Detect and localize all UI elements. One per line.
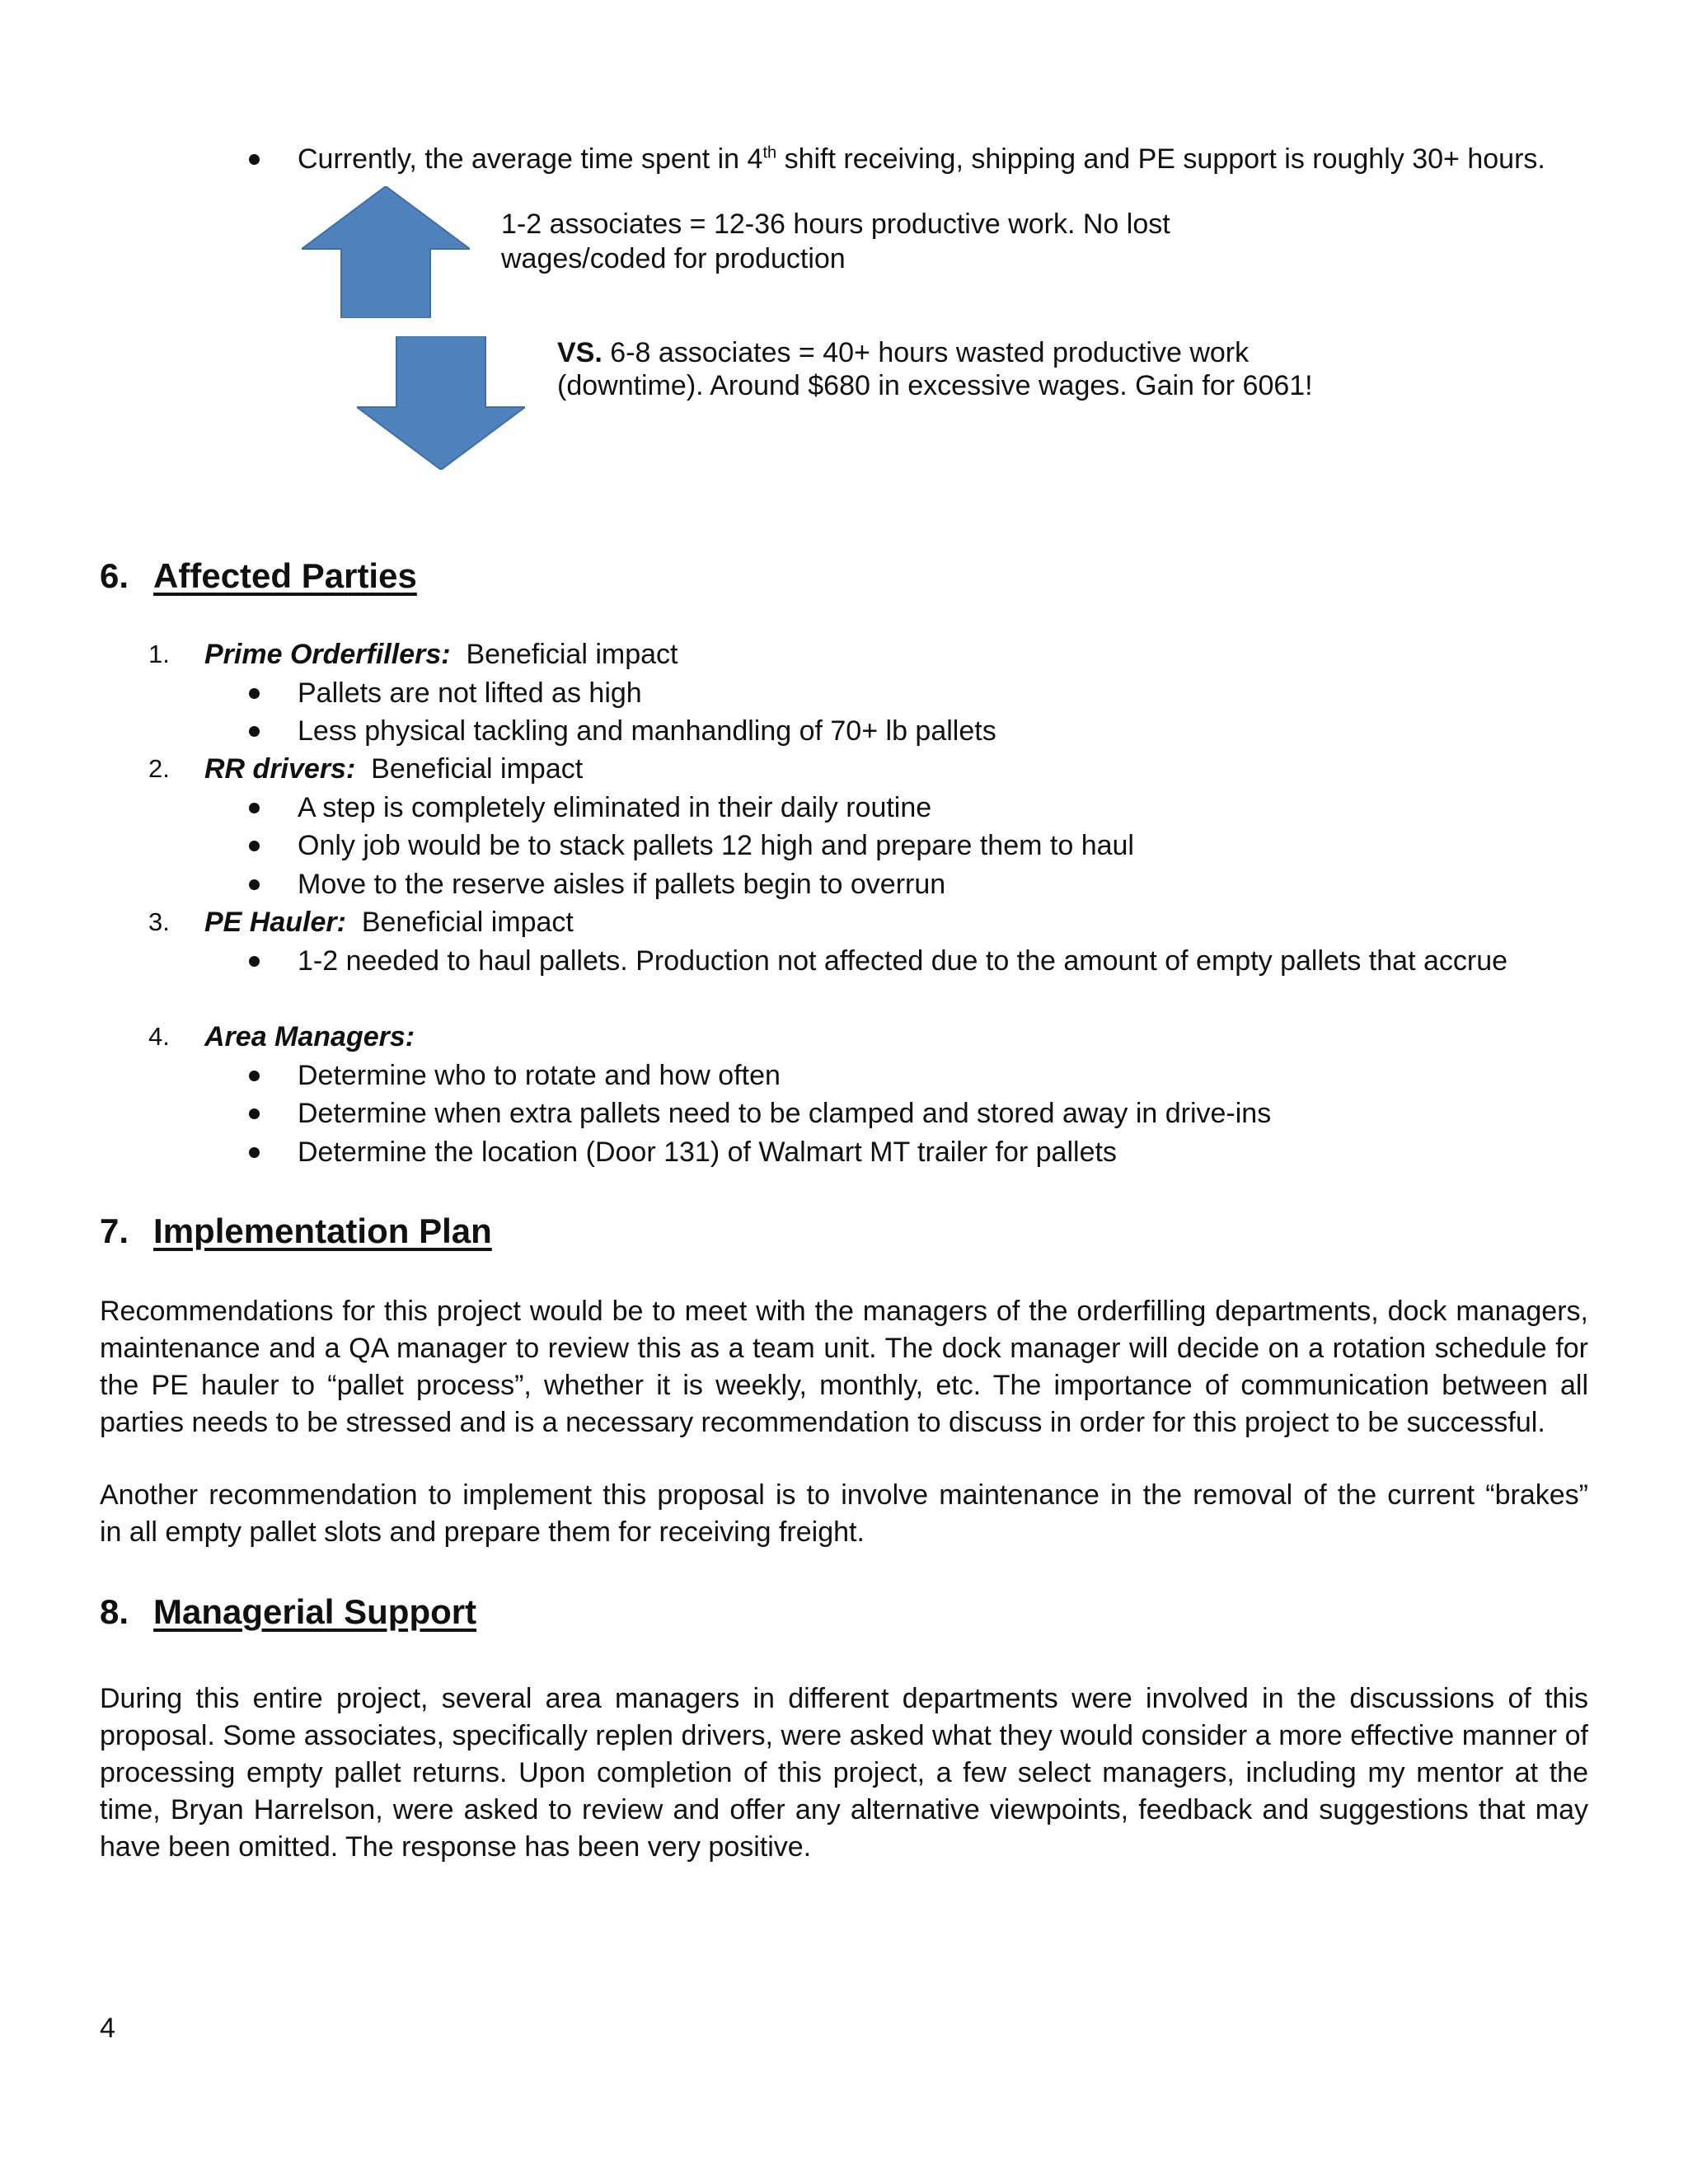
bullet-icon [249,154,260,165]
section-8-heading [100,1590,476,1634]
party-item-number: 1. [148,640,170,668]
section-8-title: Managerial Support [153,1592,477,1631]
party-item-number: 2. [148,754,170,783]
intro-bullet-sup: th [762,143,777,162]
bullet-icon [249,879,260,890]
paragraph-line: have been omitted. The response has been very positive. [100,1831,812,1863]
bullet-icon [249,726,260,737]
up-arrow-text-line2: wages/coded for production [501,243,846,274]
arrow-up-icon [302,186,470,318]
down-arrow-text-line1 [557,335,1249,371]
party-bullet-text: Only job would be to stack pallets 12 high and prepare them to haul [298,830,1134,861]
party-bullet-text: Less physical tackling and manhandling of 70+ lb pallets [298,715,996,747]
down-arrow-text-line2: (downtime). Around $680 in excessive wages. Gain for 6061! [557,370,1313,401]
paragraph-line: Recommendations for this project would be to meet with the managers of the orderfilling departments, dock managers, [100,1296,1588,1327]
paragraph-line: in all empty pallet slots and prepare them for receiving freight. [100,1516,865,1548]
up-arrow-text-line1: 1-2 associates = 12-36 hours productive work. No lost [501,209,1170,240]
party-bullet-text: A step is completely eliminated in their daily routine [298,791,932,823]
section-7-number: 7. [100,1212,129,1250]
party-bullet-text: Determine who to rotate and how often [298,1059,781,1091]
bullet-icon [249,841,260,851]
section-6-heading [100,554,417,598]
implementation-paragraph-2 [100,1477,1588,1551]
bullet-icon [249,1108,260,1119]
down-arrow-text-line1-rest: 6-8 associates = 40+ hours wasted productive work [602,337,1250,368]
page-number: 4 [100,2013,115,2044]
section-6-number: 6. [100,556,129,595]
section-8-number: 8. [100,1592,129,1631]
managerial-support-paragraph [100,1680,1588,1866]
party-item-label [204,904,574,940]
paragraph-line: time, Bryan Harrelson, were asked to review and offer any alternative viewpoints, feedback and suggestions that may [100,1794,1588,1825]
party-item-lead: Area Managers: [204,1021,415,1052]
section-6-title: Affected Parties [153,556,417,595]
party-item-number: 3. [148,907,170,936]
party-item-lead: RR drivers: [204,753,356,785]
party-item-impact: Beneficial impact [345,907,574,938]
paragraph-line: proposal. Some associates, specifically replen drivers, were asked what they would consider a more effective manner of [100,1720,1588,1751]
section-7-heading [100,1209,492,1254]
party-bullet-text: Determine the location (Door 131) of Walmart MT trailer for pallets [298,1136,1117,1168]
paragraph-line: During this entire project, several area managers in different departments were involved in the discussions of this [100,1683,1588,1714]
implementation-paragraph-1 [100,1293,1588,1441]
bullet-icon [249,1147,260,1158]
intro-bullet-pre: Currently, the average time spent in 4 [298,143,763,175]
vs-label: VS. [557,337,603,368]
section-7-title: Implementation Plan [153,1212,492,1250]
party-item-impact: Beneficial impact [450,639,678,670]
party-bullet-text: Determine when extra pallets need to be clamped and stored away in drive-ins [298,1098,1272,1129]
bullet-icon [249,803,260,813]
party-bullet-text: Pallets are not lifted as high [298,677,642,709]
paragraph-line: maintenance and a QA manager to review this as a team unit. The dock manager will decide on a rotation schedule for [100,1333,1588,1364]
bullet-icon [249,688,260,699]
intro-bullet-text [298,141,1545,177]
party-item-label [204,751,583,787]
arrow-down-icon [357,336,525,470]
party-item-impact: Beneficial impact [355,753,584,785]
party-item-label [204,636,678,673]
party-item-label [204,1019,415,1055]
party-item-lead: Prime Orderfillers: [204,639,451,670]
paragraph-line: the PE hauler to “pallet process”, whether it is weekly, monthly, etc. The importance of communication between all [100,1370,1588,1401]
party-item-lead: PE Hauler: [204,907,346,938]
paragraph-line: parties needs to be stressed and is a necessary recommendation to discuss in order for this project to be successful. [100,1407,1545,1438]
party-bullet-text: 1-2 needed to haul pallets. Production not affected due to the amount of empty pallets that accrue [298,944,1508,977]
intro-bullet-post: shift receiving, shipping and PE support is roughly 30+ hours. [776,143,1545,175]
bullet-icon [249,1071,260,1081]
bullet-icon [249,956,260,967]
paragraph-line: Another recommendation to implement this proposal is to involve maintenance in the removal of the current “brakes” [100,1479,1588,1511]
paragraph-line: processing empty pallet returns. Upon completion of this project, a few select managers, including my mentor at the [100,1757,1588,1788]
party-item-number: 4. [148,1022,170,1051]
party-bullet-text: Move to the reserve aisles if pallets begin to overrun [298,868,946,900]
